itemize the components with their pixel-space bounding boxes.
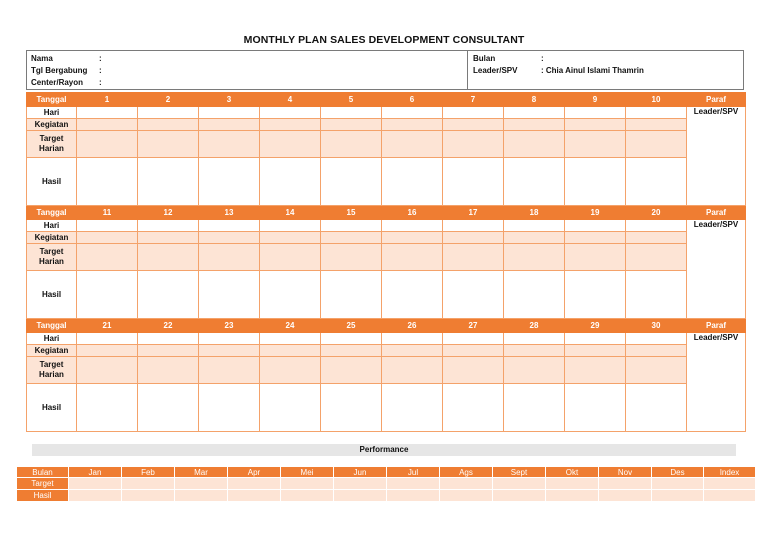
performance-target-cell[interactable] [652,478,704,490]
hari-label: Hari [27,333,77,345]
target-cell[interactable] [443,357,504,384]
hasil-cell[interactable] [77,384,138,432]
performance-hasil-cell[interactable] [122,490,175,502]
target-cell[interactable] [382,244,443,271]
day-number: 21 [77,319,138,333]
performance-target-row [17,478,756,490]
performance-target-cell[interactable] [122,478,175,490]
kegiatan-cell[interactable] [77,345,138,357]
hari-cell[interactable] [199,333,260,345]
performance-hasil-cell[interactable] [546,490,599,502]
target-cell[interactable] [321,357,382,384]
kegiatan-cell[interactable] [260,119,321,131]
performance-hasil-cell[interactable] [281,490,334,502]
day-number: 11 [77,206,138,220]
hasil-cell[interactable] [199,384,260,432]
performance-target-cell[interactable] [69,478,122,490]
day-number: 15 [321,206,382,220]
hari-cell[interactable] [565,107,626,119]
month-header: Mar [175,467,228,478]
hasil-row [27,384,746,432]
hari-cell[interactable] [504,107,565,119]
performance-target-label: Target [17,478,69,490]
performance-target-cell[interactable] [281,478,334,490]
hasil-cell[interactable] [443,158,504,206]
target-cell[interactable] [382,357,443,384]
hasil-cell[interactable] [260,271,321,319]
target-cell[interactable] [77,131,138,158]
performance-hasil-cell[interactable] [652,490,704,502]
kegiatan-cell[interactable] [626,232,687,244]
day-number: 8 [504,93,565,107]
kegiatan-cell[interactable] [626,119,687,131]
paraf-label: Paraf [687,93,746,107]
day-number: 1 [77,93,138,107]
hari-cell[interactable] [138,220,199,232]
bulan-row [473,53,549,64]
hari-cell[interactable] [565,333,626,345]
tanggal-label: Tanggal [27,93,77,107]
hari-cell[interactable] [77,107,138,119]
day-number: 25 [321,319,382,333]
kegiatan-cell[interactable] [504,232,565,244]
hasil-cell[interactable] [626,271,687,319]
month-header: Jun [334,467,387,478]
kegiatan-cell[interactable] [321,232,382,244]
target-cell[interactable] [443,131,504,158]
kegiatan-cell[interactable] [565,232,626,244]
performance-title: Performance [32,444,736,456]
kegiatan-cell[interactable] [626,345,687,357]
tgl-label: Tgl Bergabung [31,66,88,75]
target-cell[interactable] [77,357,138,384]
leader-value: : Chia Ainul Islami Thamrin [541,66,644,75]
hari-label: Hari [27,107,77,119]
performance-target-cell[interactable] [228,478,281,490]
hari-cell[interactable] [77,220,138,232]
daily-plan-grid [26,92,746,432]
day-number: 7 [443,93,504,107]
day-number: 14 [260,206,321,220]
hari-cell[interactable] [382,220,443,232]
hasil-cell[interactable] [443,384,504,432]
hasil-cell[interactable] [504,384,565,432]
target-cell[interactable] [260,131,321,158]
hasil-cell[interactable] [565,158,626,206]
hasil-row [27,271,746,319]
target-cell[interactable] [138,357,199,384]
performance-hasil-cell[interactable] [387,490,440,502]
target-cell[interactable] [626,357,687,384]
hasil-cell[interactable] [504,158,565,206]
kegiatan-cell[interactable] [260,232,321,244]
employee-info-left [27,51,468,89]
target-cell[interactable] [321,244,382,271]
hasil-cell[interactable] [138,384,199,432]
tgl-colon: : [99,66,102,75]
target-row [27,357,746,384]
target-cell[interactable] [504,131,565,158]
day-number: 20 [626,206,687,220]
day-number: 23 [199,319,260,333]
day-number: 2 [138,93,199,107]
target-cell[interactable] [199,244,260,271]
target-cell[interactable] [260,357,321,384]
kegiatan-cell[interactable] [443,345,504,357]
hasil-cell[interactable] [382,384,443,432]
kegiatan-cell[interactable] [77,232,138,244]
month-header: Feb [122,467,175,478]
tanggal-header-row [27,93,746,107]
target-cell[interactable] [77,244,138,271]
hari-cell[interactable] [626,220,687,232]
leader-spv-label: Leader/SPV [687,107,746,206]
leader-spv-label: Leader/SPV [687,220,746,319]
hari-cell[interactable] [443,220,504,232]
tanggal-label: Tanggal [27,319,77,333]
target-cell[interactable] [504,244,565,271]
hasil-cell[interactable] [382,158,443,206]
performance-header-row [17,467,756,478]
hasil-cell[interactable] [504,271,565,319]
kegiatan-cell[interactable] [199,119,260,131]
hasil-row [27,158,746,206]
hari-cell[interactable] [565,220,626,232]
kegiatan-cell[interactable] [382,232,443,244]
day-number: 29 [565,319,626,333]
hari-cell[interactable] [199,107,260,119]
target-cell[interactable] [626,244,687,271]
day-number: 4 [260,93,321,107]
target-cell[interactable] [382,131,443,158]
hari-cell[interactable] [504,333,565,345]
hari-label: Hari [27,220,77,232]
day-number: 26 [382,319,443,333]
performance-target-cell[interactable] [704,478,756,490]
day-number: 24 [260,319,321,333]
hasil-cell[interactable] [77,271,138,319]
hasil-cell[interactable] [321,271,382,319]
index-header: Index [704,467,756,478]
kegiatan-cell[interactable] [382,119,443,131]
center-label: Center/Rayon [31,78,84,87]
day-number: 22 [138,319,199,333]
target-cell[interactable] [199,357,260,384]
performance-hasil-row [17,490,756,502]
page-title: MONTHLY PLAN SALES DEVELOPMENT CONSULTANT [243,34,525,46]
month-header: Jan [69,467,122,478]
hari-row [27,220,746,232]
employee-info-box [26,50,744,90]
hari-cell[interactable] [321,107,382,119]
hasil-cell[interactable] [382,271,443,319]
tgl-row [31,65,107,76]
nama-colon: : [99,54,102,63]
kegiatan-row [27,345,746,357]
target-cell[interactable] [138,244,199,271]
performance-target-cell[interactable] [546,478,599,490]
kegiatan-label: Kegiatan [27,119,77,131]
hasil-cell[interactable] [138,271,199,319]
performance-target-cell[interactable] [175,478,228,490]
day-number: 3 [199,93,260,107]
performance-hasil-cell[interactable] [175,490,228,502]
hasil-cell[interactable] [260,158,321,206]
kegiatan-cell[interactable] [138,119,199,131]
nama-row [31,53,107,64]
hari-cell[interactable] [626,333,687,345]
kegiatan-cell[interactable] [504,345,565,357]
kegiatan-row [27,119,746,131]
hasil-cell[interactable] [77,158,138,206]
month-header: Nov [599,467,652,478]
target-cell[interactable] [565,244,626,271]
kegiatan-cell[interactable] [565,119,626,131]
target-label: Target Harian [27,357,77,384]
hasil-label: Hasil [27,384,77,432]
day-number: 5 [321,93,382,107]
hari-cell[interactable] [199,220,260,232]
kegiatan-cell[interactable] [565,345,626,357]
day-number: 10 [626,93,687,107]
hasil-cell[interactable] [138,158,199,206]
hari-cell[interactable] [260,333,321,345]
day-number: 17 [443,206,504,220]
month-header: Des [652,467,704,478]
hari-cell[interactable] [77,333,138,345]
kegiatan-label: Kegiatan [27,345,77,357]
day-number: 13 [199,206,260,220]
hasil-cell[interactable] [565,271,626,319]
leader-row [473,65,644,76]
month-header: Ags [440,467,493,478]
target-cell[interactable] [199,131,260,158]
kegiatan-cell[interactable] [199,232,260,244]
kegiatan-row [27,232,746,244]
kegiatan-cell[interactable] [443,119,504,131]
performance-target-cell[interactable] [334,478,387,490]
performance-target-cell[interactable] [440,478,493,490]
performance-hasil-cell[interactable] [334,490,387,502]
target-cell[interactable] [321,131,382,158]
tanggal-header-row [27,206,746,220]
kegiatan-cell[interactable] [321,119,382,131]
month-header: Okt [546,467,599,478]
performance-hasil-cell[interactable] [69,490,122,502]
hasil-cell[interactable] [260,384,321,432]
center-colon: : [99,78,102,87]
kegiatan-cell[interactable] [504,119,565,131]
hari-cell[interactable] [443,333,504,345]
nama-label: Nama [31,54,53,63]
kegiatan-cell[interactable] [260,345,321,357]
target-cell[interactable] [565,131,626,158]
kegiatan-cell[interactable] [138,345,199,357]
target-row [27,131,746,158]
hari-row [27,333,746,345]
hari-cell[interactable] [321,333,382,345]
kegiatan-cell[interactable] [199,345,260,357]
kegiatan-cell[interactable] [77,119,138,131]
target-row [27,244,746,271]
month-header: Apr [228,467,281,478]
paraf-label: Paraf [687,206,746,220]
center-row [31,77,107,88]
performance-hasil-cell[interactable] [704,490,756,502]
hari-cell[interactable] [321,220,382,232]
hasil-cell[interactable] [321,158,382,206]
month-header: Mei [281,467,334,478]
day-number: 19 [565,206,626,220]
kegiatan-cell[interactable] [321,345,382,357]
tanggal-header-row [27,319,746,333]
kegiatan-label: Kegiatan [27,232,77,244]
hasil-cell[interactable] [565,384,626,432]
hari-cell[interactable] [138,107,199,119]
target-label: Target Harian [27,131,77,158]
performance-table [16,466,756,502]
bulan-colon: : [541,54,544,63]
hasil-cell[interactable] [199,158,260,206]
day-number: 27 [443,319,504,333]
hari-cell[interactable] [382,333,443,345]
hasil-cell[interactable] [626,384,687,432]
hari-cell[interactable] [504,220,565,232]
kegiatan-cell[interactable] [138,232,199,244]
hasil-label: Hasil [27,271,77,319]
tanggal-label: Tanggal [27,206,77,220]
hasil-cell[interactable] [626,158,687,206]
target-cell[interactable] [138,131,199,158]
target-cell[interactable] [443,244,504,271]
performance-hasil-cell[interactable] [440,490,493,502]
day-number: 18 [504,206,565,220]
performance-hasil-label: Hasil [17,490,69,502]
hari-row [27,107,746,119]
paraf-label: Paraf [687,319,746,333]
performance-hasil-cell[interactable] [599,490,652,502]
bulan-header: Bulan [17,467,69,478]
hasil-cell[interactable] [321,384,382,432]
day-number: 9 [565,93,626,107]
day-number: 28 [504,319,565,333]
day-number: 6 [382,93,443,107]
kegiatan-cell[interactable] [443,232,504,244]
performance-hasil-cell[interactable] [228,490,281,502]
hari-cell[interactable] [260,220,321,232]
hasil-cell[interactable] [443,271,504,319]
month-header: Sept [493,467,546,478]
day-number: 12 [138,206,199,220]
month-header: Jul [387,467,440,478]
leader-label: Leader/SPV [473,66,518,75]
kegiatan-cell[interactable] [382,345,443,357]
target-cell[interactable] [626,131,687,158]
performance-hasil-cell[interactable] [493,490,546,502]
hari-cell[interactable] [260,107,321,119]
hari-cell[interactable] [443,107,504,119]
day-number: 16 [382,206,443,220]
hari-cell[interactable] [382,107,443,119]
performance-target-cell[interactable] [599,478,652,490]
target-cell[interactable] [565,357,626,384]
target-label: Target Harian [27,244,77,271]
performance-target-cell[interactable] [387,478,440,490]
hari-cell[interactable] [138,333,199,345]
day-number: 30 [626,319,687,333]
leader-spv-label: Leader/SPV [687,333,746,432]
target-cell[interactable] [504,357,565,384]
hasil-cell[interactable] [199,271,260,319]
target-cell[interactable] [260,244,321,271]
hasil-label: Hasil [27,158,77,206]
hari-cell[interactable] [626,107,687,119]
performance-target-cell[interactable] [493,478,546,490]
bulan-label: Bulan [473,54,496,63]
